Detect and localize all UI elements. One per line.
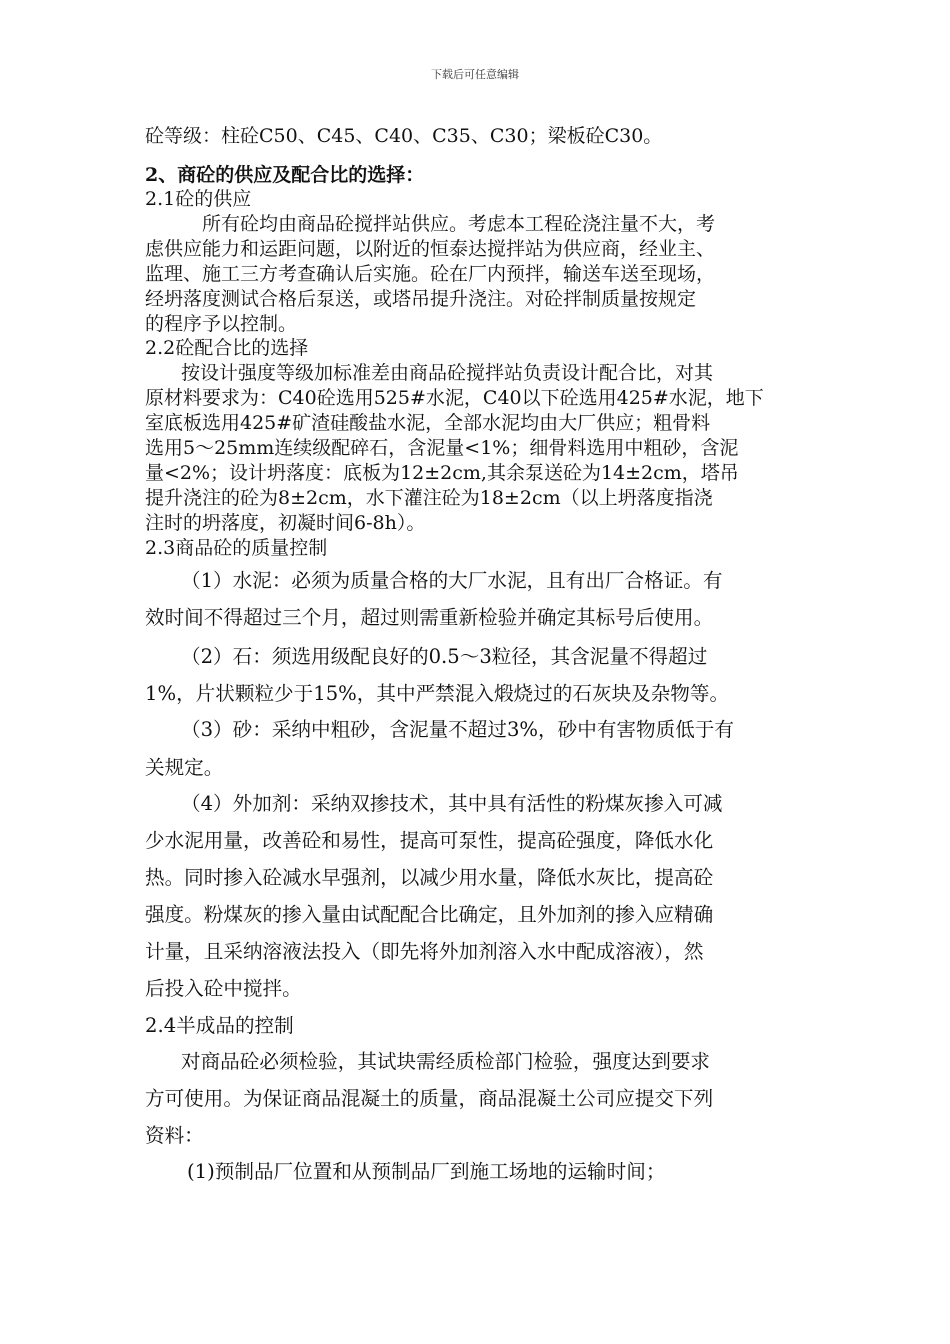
subheading-2-1: 2.1砼的供应 [145, 188, 252, 210]
section-heading-2: 2、商砼的供应及配合比的选择： [145, 164, 425, 186]
paragraph-line: （4）外加剂：采纳双掺技术，其中具有活性的粉煤灰掺入可减 [181, 792, 723, 815]
paragraph-line: 提升浇注的砼为8±2cm，水下灌注砼为18±2cm（以上坍落度指浇 [145, 487, 713, 509]
paragraph-line: 所有砼均由商品砼搅拌站供应。考虑本工程砼浇注量不大，考 [202, 213, 716, 235]
paragraph-line: 1%，片状颗粒少于15%，其中严禁混入煅烧过的石灰块及杂物等。 [145, 682, 730, 705]
paragraph-line: 的程序予以控制。 [145, 313, 298, 335]
paragraph-line: 计量，且采纳溶液法投入（即先将外加剂溶入水中配成溶液），然 [145, 940, 704, 963]
list-item: (1)预制品厂位置和从预制品厂到施工场地的运输时间； [187, 1160, 666, 1183]
subheading-2-4: 2.4半成品的控制 [145, 1014, 294, 1037]
paragraph-line: 监理、施工三方考查确认后实施。砼在厂内预拌，输送车送至现场， [145, 263, 716, 285]
paragraph-line: 注时的坍落度，初凝时间6-8h）。 [145, 512, 426, 534]
paragraph-line: 资料： [145, 1124, 204, 1147]
paragraph-line: 效时间不得超过三个月，超过则需重新检验并确定其标号后使用。 [145, 606, 714, 629]
paragraph-line: 方可使用。为保证商品混凝土的质量，商品混凝土公司应提交下列 [145, 1087, 714, 1110]
paragraph-line: （3）砂：采纳中粗砂，含泥量不超过3%，砂中有害物质低于有 [181, 718, 734, 741]
paragraph-line: 量<2%；设计坍落度：底板为12±2cm,其余泵送砼为14±2cm，塔吊 [145, 462, 739, 484]
concrete-grade-line: 砼等级：柱砼C50、C45、C40、C35、C30；梁板砼C30。 [145, 125, 663, 147]
paragraph-line: （1）水泥：必须为质量合格的大厂水泥，且有出厂合格证。有 [181, 569, 723, 592]
paragraph-line: 按设计强度等级加标准差由商品砼搅拌站负责设计配合比，对其 [181, 362, 714, 384]
paragraph-line: 原材料要求为：C40砼选用525#水泥，C40以下砼选用425#水泥，地下 [145, 387, 764, 409]
paragraph-line: 后投入砼中搅拌。 [145, 977, 302, 1000]
paragraph-line: 选用5～25mm连续级配碎石，含泥量<1%；细骨料选用中粗砂，含泥 [145, 437, 739, 459]
paragraph-line: 热。同时掺入砼减水早强剂，以减少用水量，降低水灰比，提高砼 [145, 866, 714, 889]
page-header: 下载后可任意编辑 [431, 68, 519, 81]
paragraph-line: 室底板选用425#矿渣硅酸盐水泥，全部水泥均由大厂供应；粗骨料 [145, 412, 711, 434]
paragraph-line: 少水泥用量，改善砼和易性，提高可泵性，提高砼强度，降低水化 [145, 829, 714, 852]
paragraph-line: 对商品砼必须检验，其试块需经质检部门检验，强度达到要求 [181, 1050, 711, 1073]
paragraph-line: （2）石：须选用级配良好的0.5～3粒径，其含泥量不得超过 [181, 645, 708, 668]
paragraph-line: 虑供应能力和运距问题，以附近的恒泰达搅拌站为供应商，经业主、 [145, 238, 716, 260]
paragraph-line: 经坍落度测试合格后泵送，或塔吊提升浇注。对砼拌制质量按规定 [145, 288, 697, 310]
paragraph-line: 强度。粉煤灰的掺入量由试配配合比确定，且外加剂的掺入应精确 [145, 903, 714, 926]
paragraph-line: 关规定。 [145, 756, 224, 779]
subheading-2-3: 2.3商品砼的质量控制 [145, 537, 328, 559]
subheading-2-2: 2.2砼配合比的选择 [145, 337, 309, 359]
